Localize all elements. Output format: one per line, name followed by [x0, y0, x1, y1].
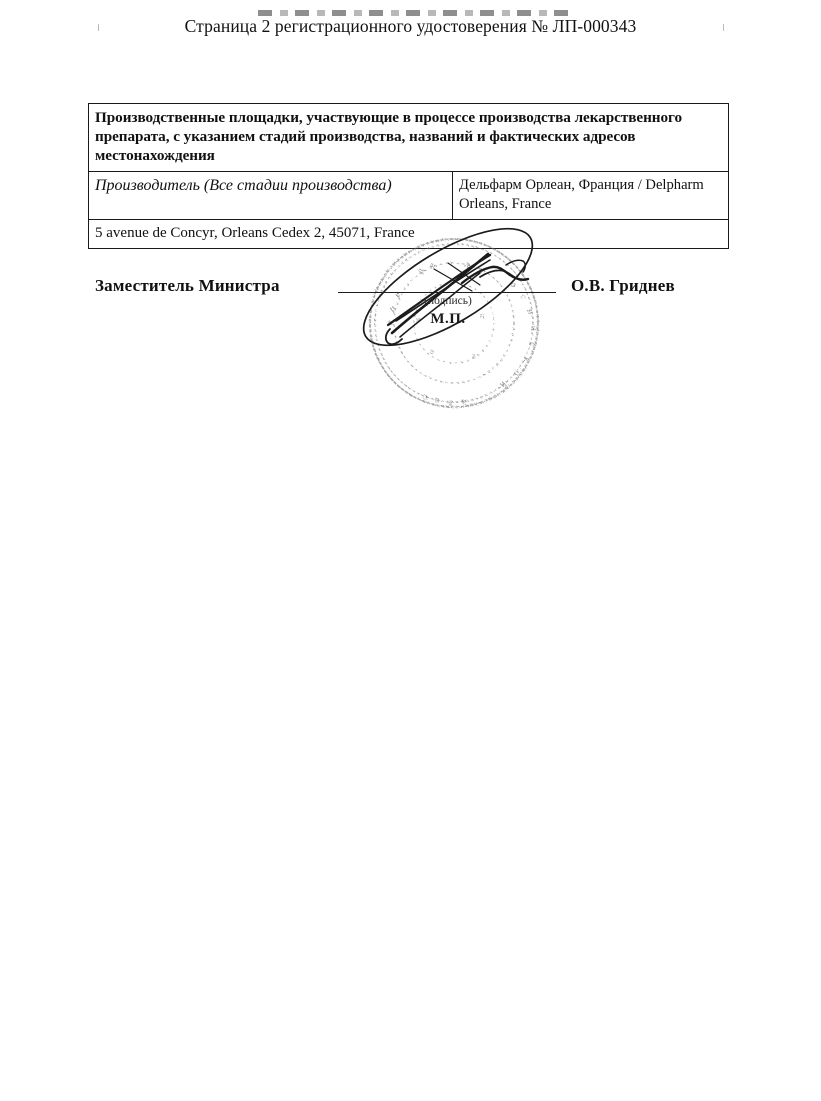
svg-text:с: с	[517, 293, 529, 302]
svg-text:в: в	[472, 351, 476, 360]
svg-text:к: к	[520, 356, 532, 364]
svg-text:а: а	[385, 317, 395, 329]
svg-text:ь: ь	[476, 265, 486, 276]
svg-text:д: д	[415, 267, 427, 276]
svg-text:с: с	[421, 391, 430, 403]
seal-caption: М.П.	[430, 311, 466, 327]
svg-text:с: с	[526, 341, 537, 347]
table-row-title	[89, 104, 729, 172]
svg-text:в: в	[447, 397, 454, 408]
svg-text:о: о	[511, 368, 523, 378]
manufacturer-name-cell: Дельфарм Орлеан, Франция / Delpharm Orleans, France	[453, 172, 729, 220]
signature-rule	[338, 292, 556, 293]
table-row-address	[89, 220, 729, 249]
svg-text:и: и	[524, 308, 536, 316]
svg-text:й: й	[497, 379, 509, 390]
page-title: Страница 2 регистрационного удостоверения № ЛП-000343	[184, 16, 637, 36]
svg-text:о: о	[507, 280, 519, 290]
svg-text:и: и	[416, 315, 421, 324]
signatory-name: О.В. Гриднев	[571, 276, 675, 295]
signatory-position: Заместитель Министра	[95, 276, 280, 295]
svg-text:а: а	[461, 397, 467, 408]
manufacturer-address-cell: 5 avenue de Concyr, Orleans Cedex 2, 45071, France	[89, 220, 729, 249]
svg-text:й: й	[528, 325, 539, 332]
table-row	[89, 172, 729, 220]
svg-text:е: е	[392, 290, 404, 301]
manufacturing-sites-table	[88, 103, 729, 249]
table-title-cell: Производственные площадки, участвующие в процессе производства лекарственного препарата, с указанием стадий производства, названий и фактических адресов местонахождения	[89, 104, 729, 172]
svg-text:о: о	[430, 347, 434, 356]
svg-text:е: е	[427, 262, 438, 269]
signature-caption: (подпись)	[424, 295, 472, 307]
svg-text:н: н	[480, 311, 485, 320]
svg-text:л: л	[462, 259, 472, 271]
manufacturer-role-cell: Производитель (Все стадии производства)	[89, 172, 453, 220]
svg-text:р: р	[387, 303, 398, 315]
svg-text:о: о	[433, 394, 441, 406]
